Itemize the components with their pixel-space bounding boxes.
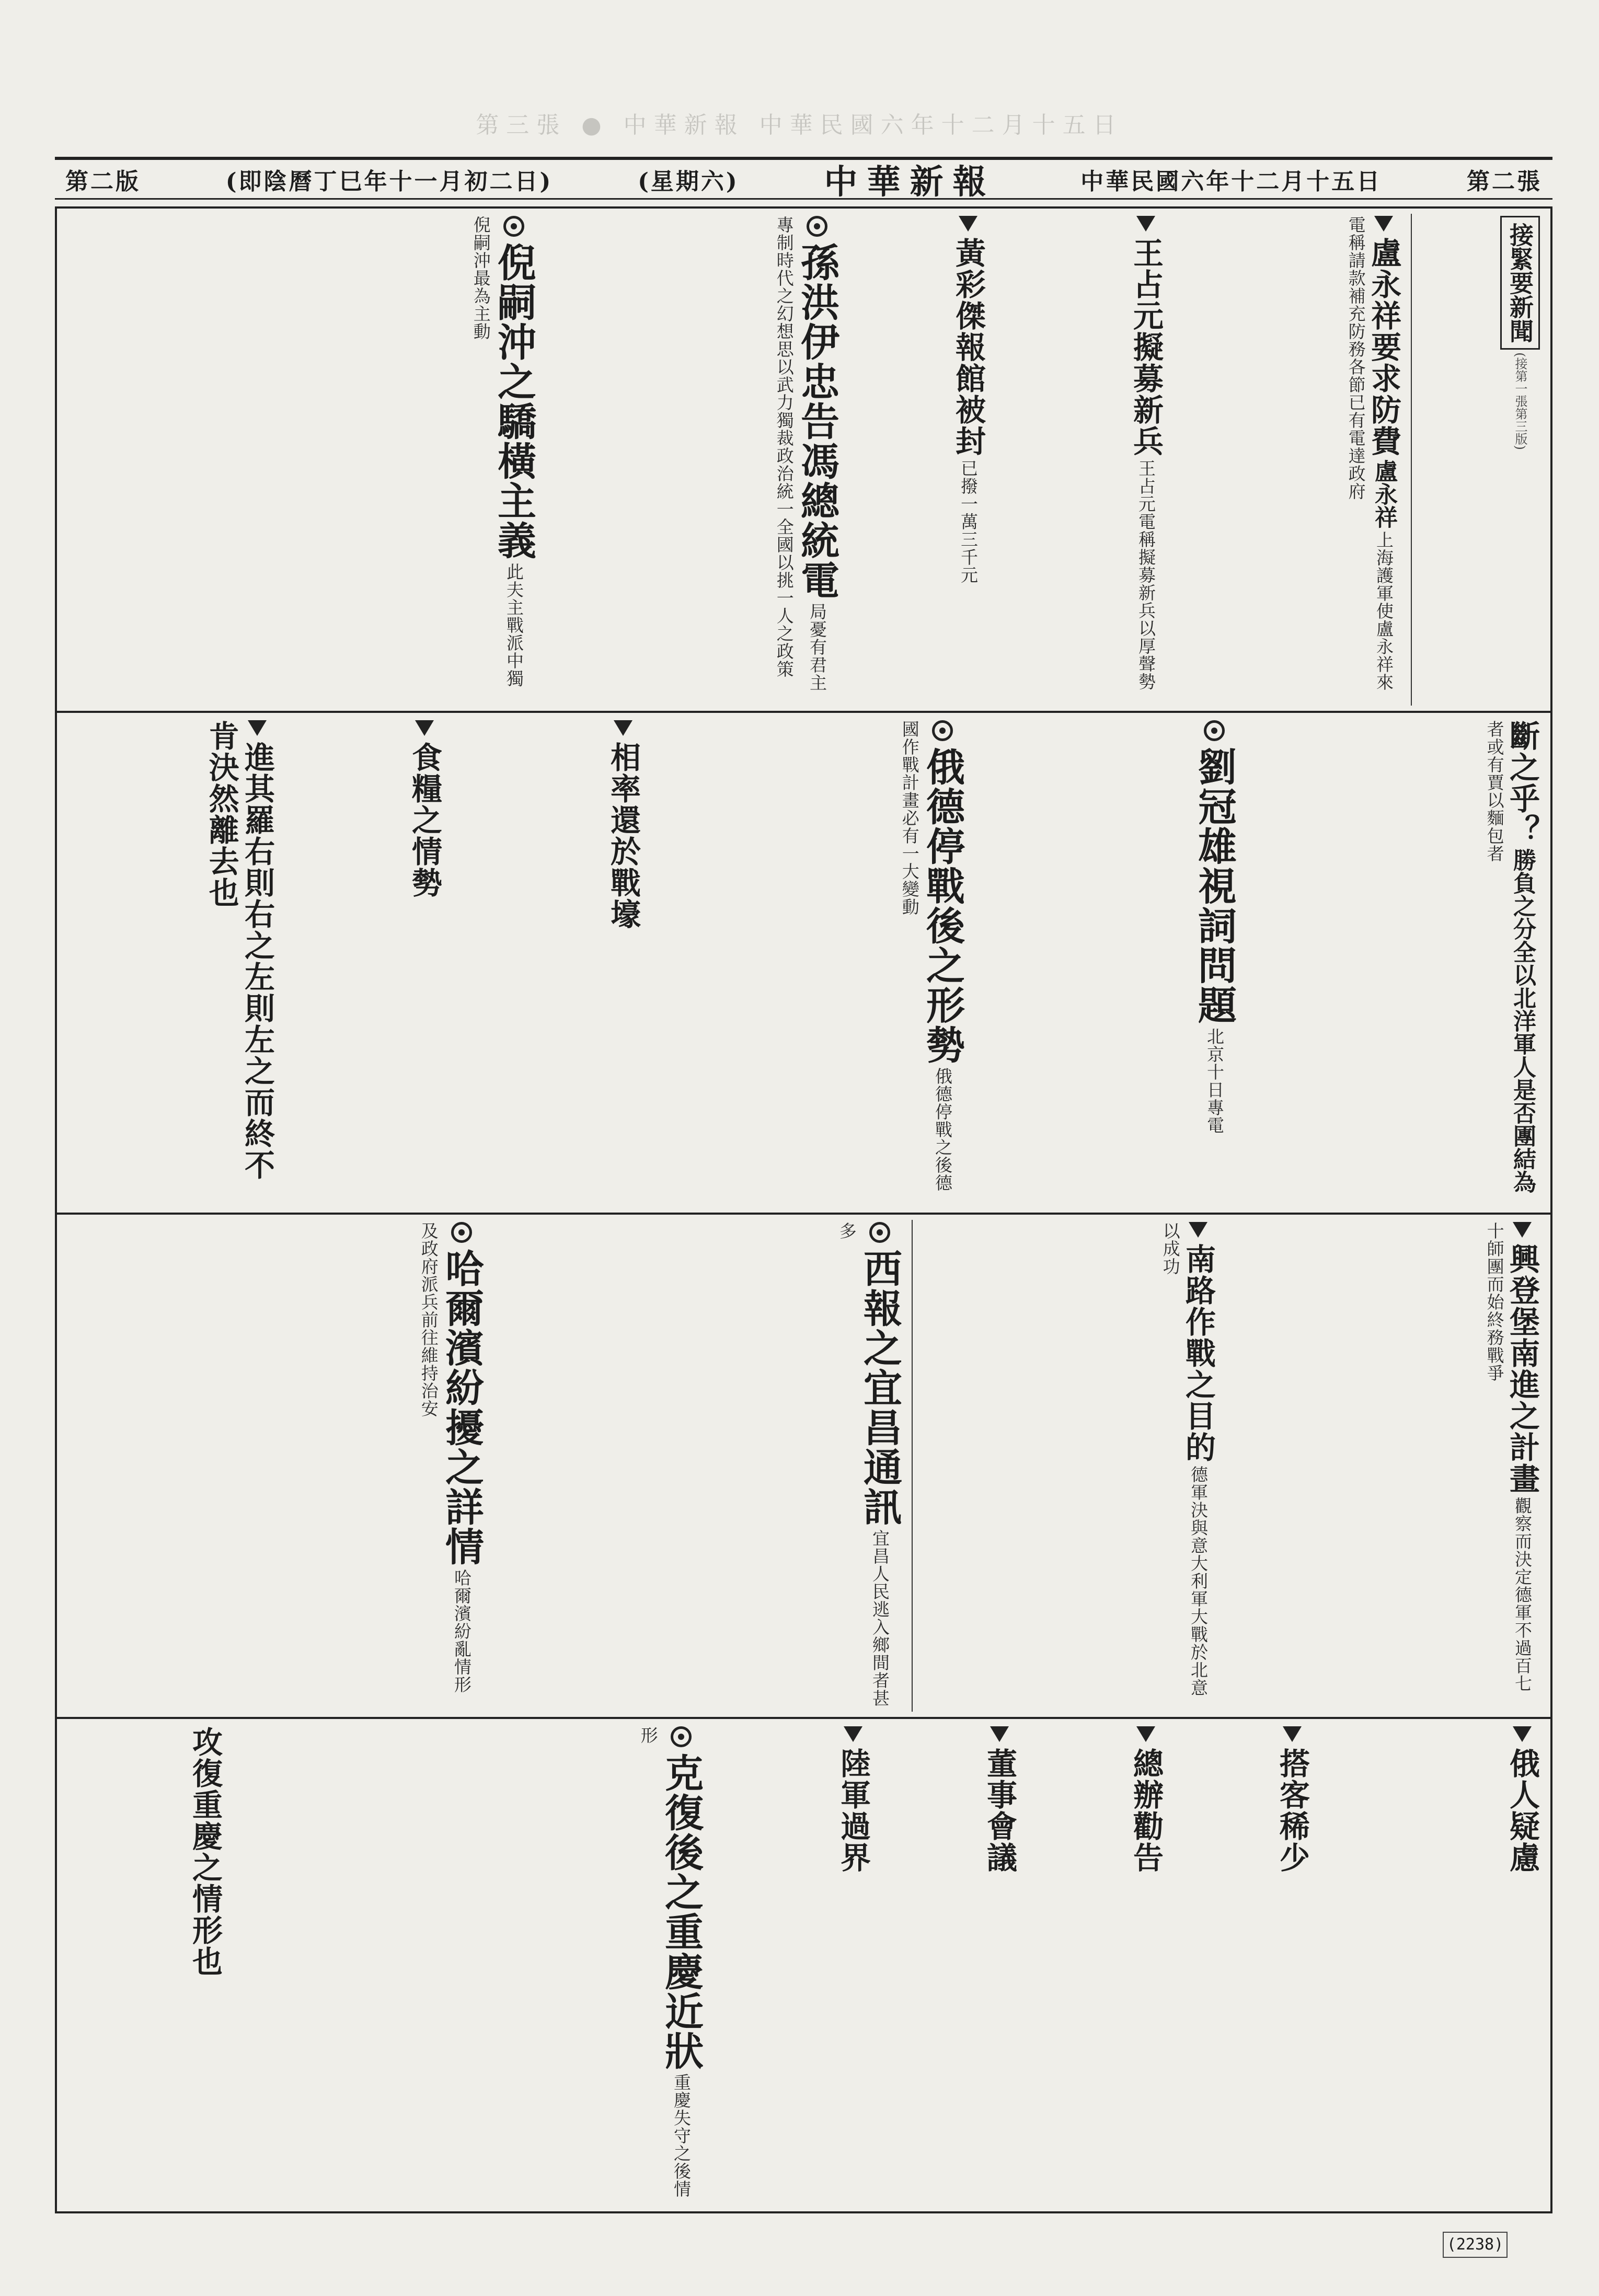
circle-marker-icon (503, 216, 524, 237)
article-board-meeting (881, 1726, 1017, 2204)
article-ni-sichong (66, 216, 536, 703)
masthead-left: 第二版 (65, 168, 141, 195)
article-body: 局憂有君主專制時代之幻想思以武力獨裁政治統一全國以挑一人之政策 (774, 216, 827, 692)
article-title: 進其羅右則右之左則左之而終不肯決然離去也 (203, 720, 275, 1181)
article-continued (1247, 720, 1540, 1205)
article-title: 南路作戰之目的 (1180, 1243, 1216, 1463)
article-russian-suspicion (1320, 1726, 1540, 2204)
article-body: 者或有賈以麵包者 (1484, 720, 1505, 862)
masthead-weekday: (星期六) (638, 168, 739, 195)
article-body: 俄德停戰之後德國作戰計畫必有一大變動 (899, 720, 953, 1192)
article-liu-guanxiong (975, 720, 1237, 1205)
article-advance (71, 720, 275, 1205)
bleed-through-header: 第三張 ● 中華新報 中華民國六年十二月十五日 (476, 112, 1123, 139)
article-harbin (71, 1222, 484, 1710)
triangle-marker-icon (1189, 1222, 1207, 1238)
article-title: 黃彩傑報館被封 (950, 237, 986, 457)
article-title: 孫洪伊忠告馮總統電 (795, 243, 839, 601)
circle-marker-icon (807, 216, 827, 237)
masthead-title: 中華新報 (824, 162, 996, 202)
article-body: 北京十日專電 (1204, 1028, 1225, 1135)
article-body: 哈爾濱紛亂情形及政府派兵前往維持治安 (418, 1222, 472, 1694)
article-title: 搭客稀少 (1274, 1748, 1310, 1874)
article-trenches (453, 720, 641, 1205)
article-title: 克復後之重慶近狀 (659, 1753, 704, 2071)
dispatch-column (1420, 216, 1540, 703)
article-hindenburg (1226, 1222, 1540, 1710)
triangle-marker-icon (614, 720, 632, 736)
article-sub: 盧永祥 (1371, 459, 1397, 529)
article-grid (55, 206, 1552, 2213)
masthead-section: 第二張 (1466, 168, 1542, 195)
article-chongqing (233, 1726, 704, 2204)
article-yichang (494, 1222, 902, 1710)
article-title: 相率還於戰壕 (605, 742, 641, 930)
article-recapture (71, 1726, 223, 2204)
triangle-marker-icon (1136, 1726, 1155, 1742)
article-sub: 勝負之分全以北洋軍人是否團結為 (1509, 848, 1536, 1194)
article-body: 上海護軍使盧永祥來電稱請款補充防務各節已有電達政府 (1345, 216, 1394, 691)
article-title: 倪嗣沖之驕橫主義 (491, 243, 536, 561)
circle-marker-icon (1204, 720, 1225, 741)
page-number: (2238) (1443, 2232, 1508, 2258)
triangle-marker-icon (1513, 1222, 1532, 1238)
article-title: 陸軍過界 (835, 1748, 871, 1874)
triangle-marker-icon (1513, 1726, 1532, 1742)
article-army-crossing (714, 1726, 871, 2204)
article-russo-german-truce (651, 720, 965, 1205)
circle-marker-icon (451, 1222, 472, 1243)
article-title: 總辦勸告 (1128, 1748, 1164, 1874)
band-1 (57, 209, 1550, 713)
triangle-marker-icon (1283, 1726, 1302, 1742)
article-title: 西報之宜昌通訊 (857, 1249, 902, 1527)
article-body: 已撥一萬三千元 (958, 459, 979, 584)
article-body: 德軍決與意大利軍大戰於北意以成功 (1160, 1222, 1209, 1697)
article-body: 宜昌人民逃入鄉間者甚多 (836, 1222, 890, 1707)
article-wang-zhanyuan (996, 216, 1164, 703)
triangle-marker-icon (415, 720, 434, 736)
article-body: 此夫主戰派中獨倪嗣沖最為主動 (470, 216, 524, 688)
band-2 (57, 713, 1550, 1215)
circle-marker-icon (869, 1222, 890, 1243)
article-body: 觀察而決定德軍不過百七十師團而始終務戰爭 (1484, 1222, 1533, 1693)
article-title: 董事會議 (982, 1748, 1017, 1874)
triangle-marker-icon (959, 216, 977, 232)
masthead-date: 中華民國六年十二月十五日 (1080, 168, 1382, 195)
article-huang-caijie (850, 216, 986, 703)
triangle-marker-icon (990, 1726, 1009, 1742)
article-sun-hongyi (547, 216, 839, 703)
article-title: 盧永祥要求防費 (1366, 237, 1401, 457)
article-title: 俄人疑慮 (1504, 1748, 1540, 1874)
article-director-advice (1028, 1726, 1164, 2204)
article-body: 王占元電稱擬募新兵以厚聲勢 (1136, 459, 1156, 691)
article-lu-yongxiang (1177, 216, 1401, 703)
masthead-lunar-date: (即陰曆丁巳年十一月初二日) (225, 168, 553, 195)
article-title: 劉冠雄視詞問題 (1192, 747, 1237, 1025)
masthead (55, 157, 1552, 200)
article-title: 俄德停戰後之形勢 (920, 747, 965, 1065)
article-title: 王占元擬募新兵 (1128, 237, 1164, 457)
article-title: 斷之乎？ (1504, 720, 1540, 846)
circle-marker-icon (671, 1726, 692, 1747)
article-title: 食糧之情勢 (407, 742, 442, 899)
article-body: 重慶失守之後情形 (638, 1726, 692, 2198)
circle-marker-icon (932, 720, 953, 741)
triangle-marker-icon (1136, 216, 1155, 232)
band-4 (57, 1719, 1550, 2211)
article-title: 哈爾濱紛擾之詳情 (439, 1249, 484, 1567)
triangle-marker-icon (844, 1726, 862, 1742)
dispatch-note: (接第一張第三版) (1513, 352, 1527, 450)
band-3 (57, 1215, 1550, 1719)
triangle-marker-icon (248, 720, 267, 736)
dispatch-title: 接緊要新聞 (1500, 216, 1540, 350)
article-passengers (1174, 1726, 1310, 2204)
article-title: 攻復重慶之情形也 (187, 1726, 223, 1977)
article-southern-front (923, 1222, 1216, 1710)
article-food (285, 720, 442, 1205)
triangle-marker-icon (1374, 216, 1393, 232)
article-title: 興登堡南進之計畫 (1504, 1243, 1540, 1495)
